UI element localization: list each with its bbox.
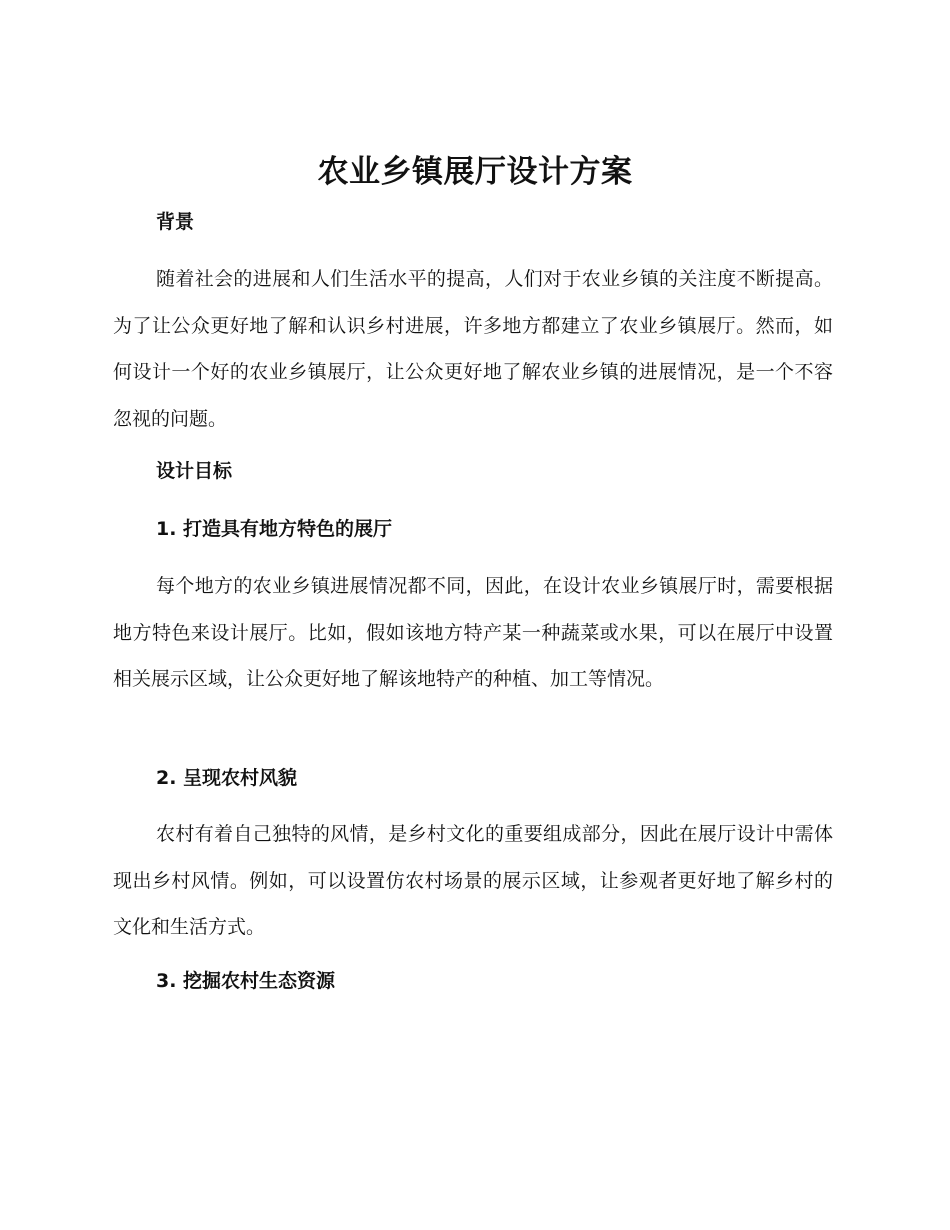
- document-title: 农业乡镇展厅设计方案: [317, 154, 633, 190]
- section-heading-background: 背景: [156, 211, 195, 233]
- subheading-goal-1: 1. 打造具有地方特色的展厅: [156, 518, 393, 540]
- paragraph-goal-1: 每个地方的农业乡镇进展情况都不同，因此，在设计农业乡镇展厅时，需要根据地方特色来设计展厅。比如，假如该地方特产某一种蔬菜或水果，可以在展厅中设置相关展示区域，让公众更好地了解该地特产的种植、加工等情况。: [113, 575, 833, 690]
- subheading-goal-2: 2. 呈现农村风貌: [156, 767, 298, 789]
- section-heading-design-goals: 设计目标: [156, 460, 233, 482]
- paragraph-background: 随着社会的进展和人们生活水平的提高，人们对于农业乡镇的关注度不断提高。为了让公众更好地了解和认识乡村进展，许多地方都建立了农业乡镇展厅。然而，如何设计一个好的农业乡镇展厅，让公众更好地了解农业乡镇的进展情况，是一个不容忽视的问题。: [113, 268, 833, 430]
- subheading-goal-3: 3. 挖掘农村生态资源: [156, 970, 336, 992]
- paragraph-goal-2: 农村有着自己独特的风情，是乡村文化的重要组成部分，因此在展厅设计中需体现出乡村风情。例如，可以设置仿农村场景的展示区域，让参观者更好地了解乡村的文化和生活方式。: [113, 823, 833, 938]
